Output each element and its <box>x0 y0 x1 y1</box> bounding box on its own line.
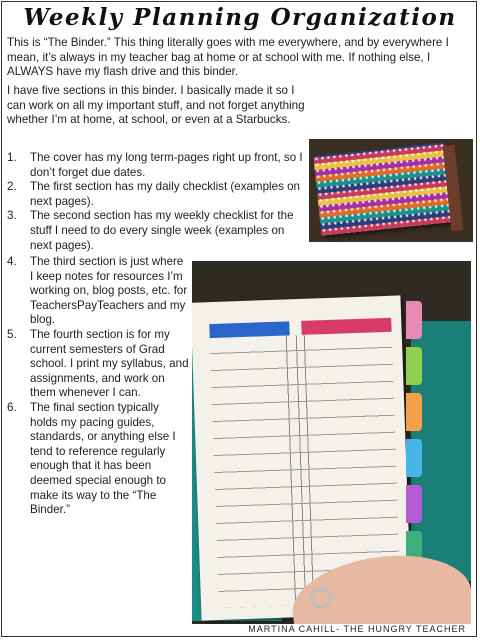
list-item <box>7 328 189 401</box>
list-number: 3. <box>7 209 17 223</box>
footer-credit: MARTINA CAHILL- THE HUNGRY TEACHER <box>248 624 466 634</box>
list-text: The third section is just where I keep notes for resources I’m working on, blog posts, etc. for TeachersPayTeachers and my blog. <box>30 255 188 327</box>
list-top <box>7 151 307 253</box>
list-item <box>7 255 189 328</box>
binder-cover <box>313 142 453 235</box>
list-text: The final section typically holds my pacing guides, standards, or anything else I tend to reference regularly enough that it has been deemed special enough to make its way to the “The Binder.” <box>30 400 176 517</box>
list-item <box>7 401 189 518</box>
list-number: 5. <box>7 327 17 341</box>
list-text: The second section has my weekly checklist for the stuff I need to do every single week (examples on next pages). <box>30 209 294 252</box>
list-number: 1. <box>7 151 17 164</box>
list-item <box>7 209 307 253</box>
divider-tab <box>406 485 422 523</box>
list-text: The cover has my long term-pages right up front, so I don’t forget due dates. <box>30 151 303 179</box>
intro-paragraph: This is “The Binder.” This thing literally goes with me everywhere, and by everywhere I mean, it’s always in my teacher bag at home or at school with me. If nothing else, I ALWAYS have my flash drive and this binder. <box>7 36 449 79</box>
list-item <box>7 180 307 209</box>
divider-tab <box>406 393 422 431</box>
divider-tab <box>406 347 422 385</box>
list-text: The first section has my daily checklist (examples on next pages). <box>30 180 300 208</box>
list-number: 6. <box>7 400 17 414</box>
divider-tab <box>406 439 422 477</box>
list-number: 2. <box>7 180 17 194</box>
page-title: Weekly Planning Organization <box>23 4 457 31</box>
list-number: 4. <box>7 255 17 268</box>
ring-icon <box>310 587 332 609</box>
list-text: The fourth section is for my current semesters of Grad school. I print my syllabus, and assignments, and work on them whenever I can. <box>30 327 189 400</box>
divider-tab <box>406 301 422 339</box>
list-item <box>7 151 307 180</box>
sections-paragraph: I have five sections in this binder. I basically made it so I can work on all my important stuff, and not forget anything whether I’m at home, at school, or even at a Starbucks. <box>7 84 305 127</box>
list-side <box>7 255 189 518</box>
binder-cover-photo <box>309 139 473 242</box>
open-binder-photo <box>192 261 471 624</box>
